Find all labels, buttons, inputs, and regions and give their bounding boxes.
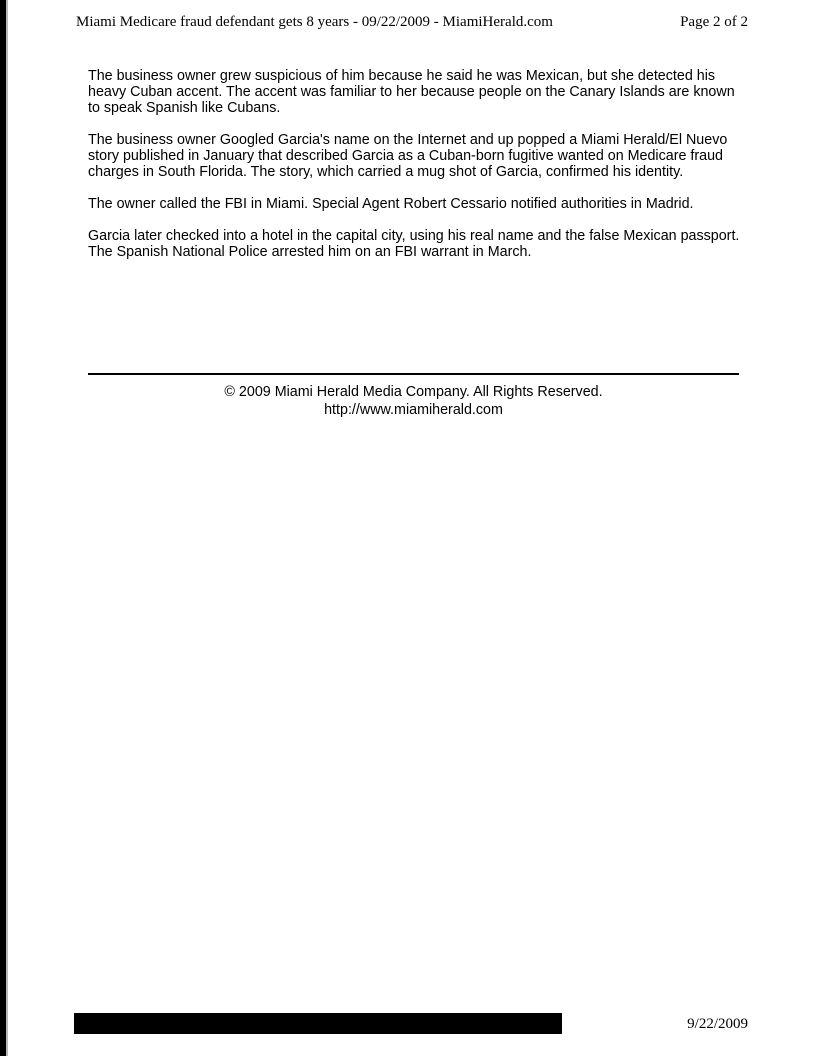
header-title: Miami Medicare fraud defendant gets 8 years - 09/22/2009 - MiamiHerald.com <box>76 14 553 30</box>
redaction-bar <box>74 1013 562 1034</box>
print-header <box>76 12 748 34</box>
scan-edge-shadow <box>6 0 8 1056</box>
site-url: http://www.miamiherald.com <box>324 402 503 418</box>
article-paragraph: Garcia later checked into a hotel in the capital city, using his real name and the false Mexican passport. The Spanish National Police arrested him on an FBI warrant in March. <box>88 228 740 260</box>
print-date: 9/22/2009 <box>687 1016 748 1032</box>
article-paragraph: The owner called the FBI in Miami. Special Agent Robert Cessario notified authorities in Madrid. <box>88 196 694 212</box>
page-indicator: Page 2 of 2 <box>680 14 748 30</box>
article-paragraph: The business owner Googled Garcia's name on the Internet and up popped a Miami Herald/El Nuevo story published in January that described Garcia as a Cuban-born fugitive wanted on Medicare fraud charges in South Florida. The story, which carried a mug shot of Garcia, confirmed his identity. <box>88 132 728 180</box>
article-paragraph: The business owner grew suspicious of him because he said he was Mexican, but she detected his heavy Cuban accent. The accent was familiar to her because people on the Canary Islands are known to speak Spanish like Cubans. <box>88 68 735 116</box>
article-footer <box>88 383 739 419</box>
footer-divider <box>88 373 739 375</box>
article-body <box>88 68 743 276</box>
copyright-notice: © 2009 Miami Herald Media Company. All Rights Reserved. <box>224 384 603 400</box>
